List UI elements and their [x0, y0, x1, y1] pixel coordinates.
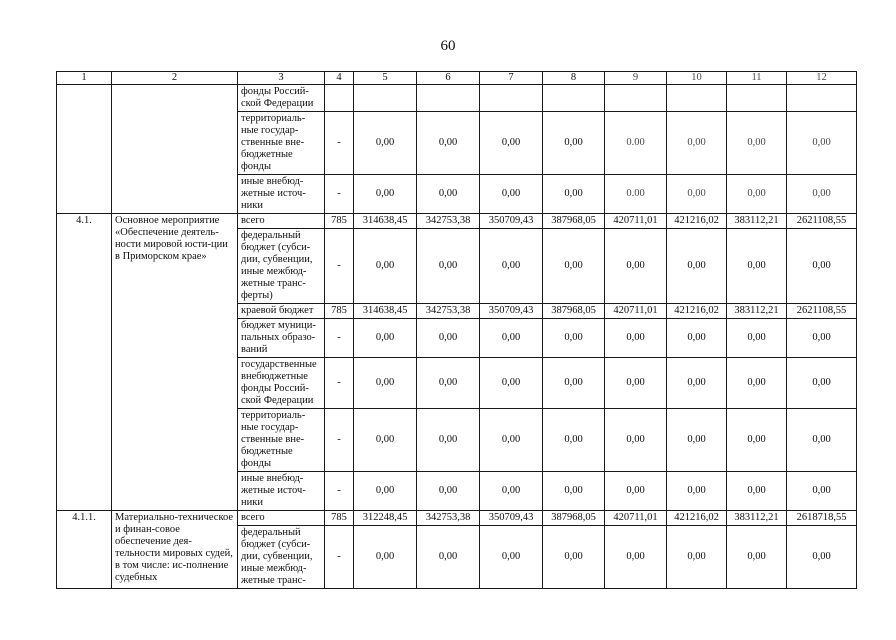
amount-cell: 387968,05	[543, 511, 605, 526]
amount-cell: 2621108,55	[787, 304, 857, 319]
column-number: 2	[112, 72, 238, 85]
amount-cell: 350709,43	[480, 511, 543, 526]
column-number: 8	[543, 72, 605, 85]
amount-cell: 421216,02	[667, 214, 727, 229]
amount-cell: 0,00	[417, 112, 480, 175]
column-number: 12	[787, 72, 857, 85]
funding-source-cell: краевой бюджет	[238, 304, 325, 319]
amount-cell	[543, 85, 605, 112]
amount-cell: 0,00	[543, 409, 605, 472]
amount-cell: 0,00	[543, 526, 605, 589]
amount-cell: 0,00	[787, 229, 857, 304]
amount-cell: 0,00	[667, 319, 727, 358]
amount-cell: 2618718,55	[787, 511, 857, 526]
table-row	[57, 85, 857, 112]
activity-name-cell	[112, 85, 238, 214]
amount-cell: 342753,38	[417, 304, 480, 319]
amount-cell	[417, 85, 480, 112]
code-cell: -	[325, 175, 354, 214]
column-number: 10	[667, 72, 727, 85]
amount-cell: 0,00	[787, 175, 857, 214]
amount-cell: 387968,05	[543, 214, 605, 229]
amount-cell: 0,00	[727, 472, 787, 511]
amount-cell	[354, 85, 417, 112]
amount-cell: 0,00	[354, 112, 417, 175]
amount-cell: 0,00	[667, 409, 727, 472]
code-cell: -	[325, 229, 354, 304]
amount-cell: 0,00	[354, 526, 417, 589]
amount-cell: 0,00	[480, 175, 543, 214]
amount-cell: 0,00	[787, 526, 857, 589]
amount-cell: 350709,43	[480, 214, 543, 229]
amount-cell: 0,00	[727, 229, 787, 304]
amount-cell: 0,00	[354, 175, 417, 214]
amount-cell: 383112,21	[727, 511, 787, 526]
funding-source-cell: фонды Россий-ской Федерации	[238, 85, 325, 112]
amount-cell: 0,00	[417, 472, 480, 511]
amount-cell: 0,00	[417, 358, 480, 409]
column-number: 5	[354, 72, 417, 85]
amount-cell: 0,00	[480, 319, 543, 358]
amount-cell: 0,00	[605, 319, 667, 358]
amount-cell: 0,00	[543, 229, 605, 304]
activity-name-cell: Материально-техническое и финан-совое обеспечение дея-тельности мировых судей, в том числе: ис-полнение судебных	[112, 511, 238, 589]
amount-cell: 0,00	[727, 175, 787, 214]
code-cell: -	[325, 409, 354, 472]
column-number: 4	[325, 72, 354, 85]
amount-cell: 0,00	[417, 229, 480, 304]
amount-cell: 312248,45	[354, 511, 417, 526]
amount-cell: 0,00	[417, 526, 480, 589]
amount-cell: 342753,38	[417, 214, 480, 229]
amount-cell: 342753,38	[417, 511, 480, 526]
amount-cell: 0,00	[543, 175, 605, 214]
amount-cell: 0,00	[417, 175, 480, 214]
column-number: 1	[57, 72, 112, 85]
code-cell: 785	[325, 214, 354, 229]
funding-source-cell: всего	[238, 214, 325, 229]
amount-cell	[480, 85, 543, 112]
amount-cell	[727, 85, 787, 112]
table-row	[57, 511, 857, 526]
page-number: 60	[440, 38, 456, 54]
amount-cell: 0,00	[354, 319, 417, 358]
amount-cell: 350709,43	[480, 304, 543, 319]
funding-source-cell: государственные внебюджетные фонды Россий-ской Федерации	[238, 358, 325, 409]
row-number-cell	[57, 85, 112, 214]
budget-table	[56, 71, 857, 589]
amount-cell: 420711,01	[605, 304, 667, 319]
funding-source-cell: территориаль-ные государ-ственные вне-бюджетные фонды	[238, 409, 325, 472]
funding-source-cell: всего	[238, 511, 325, 526]
amount-cell: 0,00	[605, 409, 667, 472]
amount-cell	[605, 85, 667, 112]
column-number-row	[57, 72, 857, 85]
amount-cell: 0,00	[354, 358, 417, 409]
amount-cell: 2621108,55	[787, 214, 857, 229]
amount-cell: 0,00	[667, 472, 727, 511]
funding-source-cell: территориаль-ные государ-ственные вне-бюджетные фонды	[238, 112, 325, 175]
amount-cell: 0,00	[354, 229, 417, 304]
amount-cell: 383112,21	[727, 304, 787, 319]
amount-cell: 314638,45	[354, 214, 417, 229]
amount-cell: 420711,01	[605, 214, 667, 229]
amount-cell: 0,00	[417, 319, 480, 358]
amount-cell: 314638,45	[354, 304, 417, 319]
amount-cell: 0,00	[667, 175, 727, 214]
amount-cell: 0,00	[667, 112, 727, 175]
amount-cell: 0,00	[480, 472, 543, 511]
amount-cell: 0.00	[605, 112, 667, 175]
amount-cell	[667, 85, 727, 112]
column-number: 3	[238, 72, 325, 85]
amount-cell: 0,00	[543, 319, 605, 358]
column-number: 9	[605, 72, 667, 85]
funding-source-cell: федеральный бюджет (субси-дии, субвенции, иные межбюд-жетные транс-	[238, 526, 325, 589]
row-number-cell: 4.1.	[57, 214, 112, 511]
table-row	[57, 214, 857, 229]
amount-cell: 0,00	[667, 358, 727, 409]
amount-cell: 0,00	[605, 472, 667, 511]
amount-cell: 0,00	[417, 409, 480, 472]
amount-cell: 0,00	[543, 472, 605, 511]
code-cell: -	[325, 358, 354, 409]
amount-cell: 0,00	[727, 358, 787, 409]
amount-cell: 0,00	[787, 472, 857, 511]
amount-cell: 0,00	[787, 112, 857, 175]
amount-cell: 0,00	[605, 358, 667, 409]
amount-cell: 0,00	[667, 229, 727, 304]
amount-cell: 383112,21	[727, 214, 787, 229]
funding-source-cell: иные внебюд-жетные источ-ники	[238, 472, 325, 511]
amount-cell: 0,00	[787, 319, 857, 358]
amount-cell: 0,00	[480, 358, 543, 409]
amount-cell: 0,00	[605, 229, 667, 304]
row-number-cell: 4.1.1.	[57, 511, 112, 589]
amount-cell: 0,00	[727, 526, 787, 589]
funding-source-cell: бюджет муници-пальных образо-ваний	[238, 319, 325, 358]
amount-cell: 421216,02	[667, 304, 727, 319]
amount-cell	[787, 85, 857, 112]
amount-cell: 0,00	[787, 358, 857, 409]
funding-source-cell: федеральный бюджет (субси-дии, субвенции, иные межбюд-жетные транс-ферты)	[238, 229, 325, 304]
amount-cell: 0,00	[480, 112, 543, 175]
column-number: 6	[417, 72, 480, 85]
amount-cell: 0,00	[480, 409, 543, 472]
code-cell: -	[325, 526, 354, 589]
column-number: 11	[727, 72, 787, 85]
amount-cell: 0,00	[480, 526, 543, 589]
amount-cell: 0,00	[543, 112, 605, 175]
amount-cell: 0,00	[727, 319, 787, 358]
funding-source-cell: иные внебюд-жетные источ-ники	[238, 175, 325, 214]
amount-cell: 0,00	[787, 409, 857, 472]
code-cell: -	[325, 112, 354, 175]
amount-cell: 0,00	[354, 409, 417, 472]
code-cell	[325, 85, 354, 112]
activity-name-cell: Основное мероприятие «Обеспечение деятель-ности мировой юсти-ции в Приморском крае»	[112, 214, 238, 511]
amount-cell: 0,00	[727, 112, 787, 175]
amount-cell: 420711,01	[605, 511, 667, 526]
amount-cell: 0,00	[727, 409, 787, 472]
amount-cell: 0,00	[667, 526, 727, 589]
amount-cell: 0,00	[605, 526, 667, 589]
code-cell: 785	[325, 511, 354, 526]
amount-cell: 0.00	[605, 175, 667, 214]
code-cell: -	[325, 319, 354, 358]
amount-cell: 0,00	[354, 472, 417, 511]
amount-cell: 0,00	[543, 358, 605, 409]
amount-cell: 421216,02	[667, 511, 727, 526]
code-cell: -	[325, 472, 354, 511]
amount-cell: 387968,05	[543, 304, 605, 319]
amount-cell: 0,00	[480, 229, 543, 304]
code-cell: 785	[325, 304, 354, 319]
column-number: 7	[480, 72, 543, 85]
